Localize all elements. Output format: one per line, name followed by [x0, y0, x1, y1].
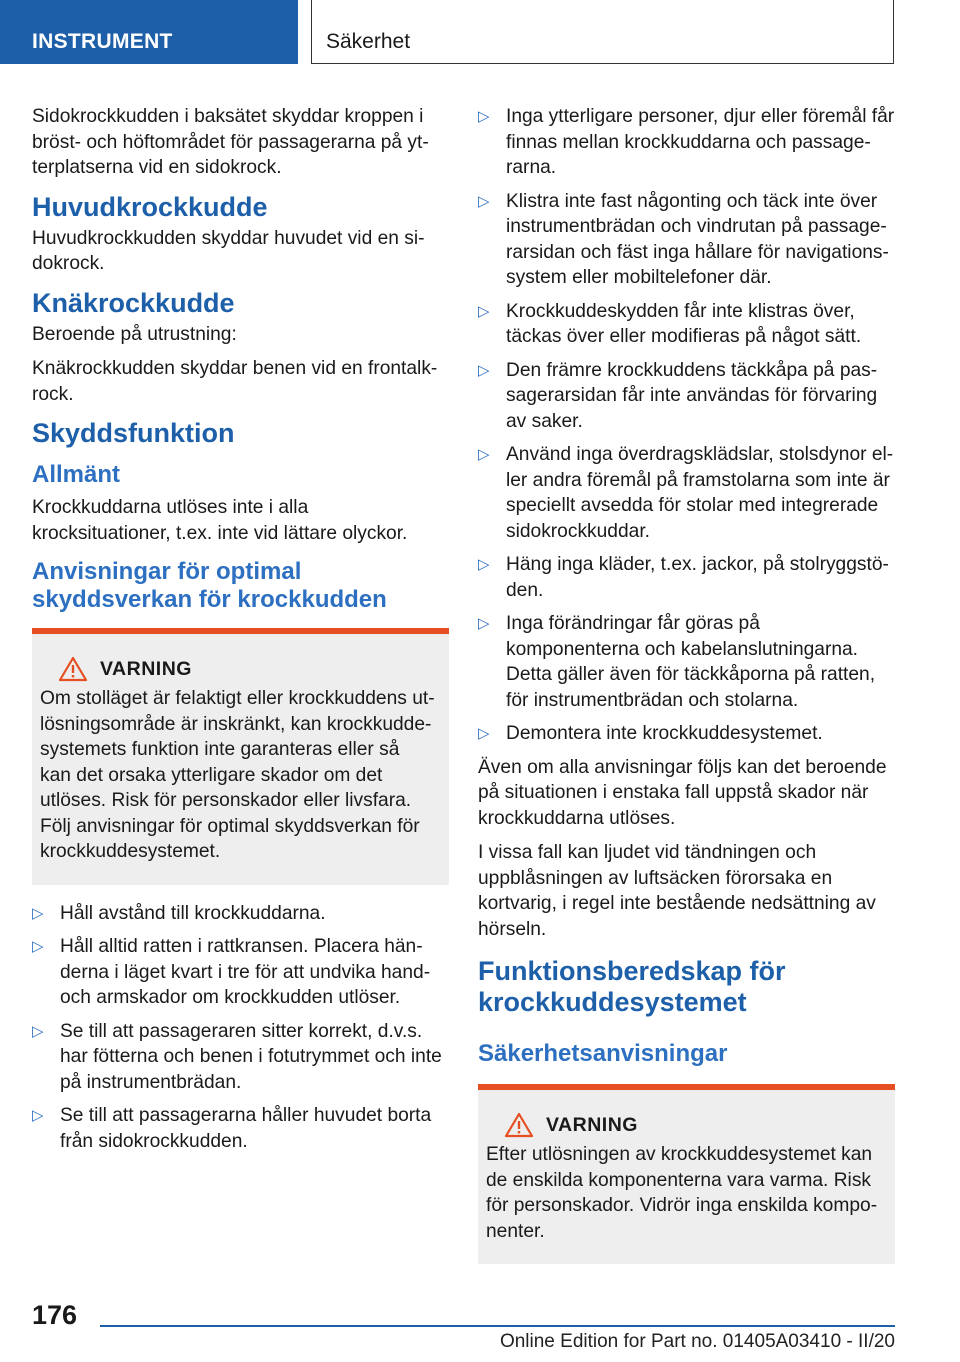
warning-box	[478, 1084, 895, 1264]
triangle-bullet-icon: ▷	[32, 938, 44, 955]
warning-triangle-icon	[504, 1112, 534, 1138]
heading-knee-airbag: Knäkrockkudde	[32, 287, 235, 318]
page-number: 176	[32, 1300, 78, 1330]
footer-edition: Online Edition for Part no. 01405A03410 - II/20	[499, 1331, 895, 1352]
list-item: ▷ Demontera inte krockkuddesystemet.	[478, 721, 895, 747]
triangle-bullet-icon: ▷	[478, 108, 490, 125]
warning-box	[32, 628, 449, 885]
list-item: ▷ Inga ytterligare personer, djur eller föremål får finnas mellan krockkuddarna och passagerarna.	[478, 106, 895, 178]
instruction-list-continued	[478, 104, 895, 747]
general-paragraph: Krockkuddarna utlöses inte i alla krocksituationer, t.ex. inte vid lättare olyckor.	[32, 497, 408, 544]
warning-header	[40, 656, 435, 682]
triangle-bullet-icon: ▷	[32, 1022, 44, 1040]
triangle-bullet-icon: ▷	[478, 556, 490, 573]
triangle-bullet-icon: ▷	[478, 615, 490, 632]
warning-header	[486, 1112, 881, 1138]
triangle-bullet-icon: ▷	[478, 361, 490, 379]
heading-readiness: Funktionsberedskap för krockkuddesystemet	[478, 956, 786, 1017]
heading-protection: Skyddsfunktion	[32, 418, 235, 448]
head-airbag-paragraph: Huvudkrockkudden skyddar huvudet vid en sidokrock.	[32, 227, 425, 274]
header-section-tab	[0, 0, 298, 64]
triangle-bullet-icon: ▷	[478, 446, 490, 463]
knee-equipment-paragraph: Beroende på utrustning:	[32, 323, 237, 345]
list-item: ▷ Krockkuddeskydden får inte klistras över, täckas över eller modifieras på något sätt.	[478, 300, 862, 347]
instruction-list	[32, 901, 449, 1155]
heading-safety: Säkerhetsanvisningar	[478, 1040, 728, 1067]
triangle-bullet-icon: ▷	[32, 1107, 44, 1124]
right-column	[478, 104, 895, 1280]
list-item: ▷ Håll avstånd till krockkuddarna.	[32, 901, 449, 927]
list-item: ▷ Klistra inte fast någonting och täck inte över instrumentbrädan och vindrutan på passagerarsidan och fäst inga hållare för navigationssystem eller mobiltelefoner där.	[478, 190, 889, 288]
triangle-bullet-icon: ▷	[478, 192, 490, 210]
left-column	[32, 104, 449, 1162]
header-chapter-tab	[311, 0, 894, 64]
even-if-paragraph: Även om alla anvisningar följs kan det beroende på situationen i enstaka fall uppstå skador när krockkuddarna utlöses.	[478, 756, 887, 829]
warning-label: VARNING	[546, 1113, 638, 1136]
warning-label: VARNING	[100, 657, 192, 680]
header-chapter-label: Säkerhet	[326, 30, 411, 53]
warning-text: Efter utlösningen av krockkuddesystemet kan de enskilda komponenterna vara varma. Risk för personskador. Vidrör inga enskilda komponenter.	[486, 1144, 878, 1242]
triangle-bullet-icon: ▷	[478, 725, 490, 742]
triangle-bullet-icon: ▷	[32, 904, 44, 922]
footer-divider	[100, 1325, 895, 1327]
heading-head-airbag: Huvudkrockkudde	[32, 191, 268, 222]
intro-paragraph: Sidokrockkudden i baksätet skyddar kroppen i bröst- och höftområdet för passagerarna på ytterplatserna vid en sidokrock.	[32, 106, 429, 178]
list-item: ▷ Håll alltid ratten i rattkransen. Placera händerna i läget kvart i tre för att undvika hand- och armskador om krockkudden utlöser.	[32, 936, 431, 1008]
knee-airbag-paragraph: Knäkrockkudden skyddar benen vid en frontalkrock.	[32, 358, 438, 405]
list-item: ▷ Den främre krockkuddens täckkåpa på passagerarsidan får inte användas för förvaring av saker.	[478, 359, 878, 432]
list-item: ▷ Se till att passagerarna håller huvudet borta från sidokrockkudden.	[32, 1105, 432, 1152]
list-item: ▷ Se till att passageraren sitter korrekt, d.v.s. har fötterna och benen i fotutrymmet och inte på instrumentbrädan.	[32, 1020, 442, 1093]
list-item: ▷ Inga förändringar får göras på komponenterna och kabelanslutningarna. Detta gäller även för täckkåporna på ratten, för instrumentbrädan och stolarna.	[478, 613, 876, 711]
heading-instructions: Anvisningar för optimal skyddsverkan för krockkudden	[32, 558, 387, 613]
header-section-label: INSTRUMENT	[32, 30, 173, 53]
heading-general: Allmänt	[32, 461, 121, 488]
list-item: ▷ Häng inga kläder, t.ex. jackor, på stolryggstöden.	[478, 554, 889, 601]
warning-text: Om stolläget är felaktigt eller krockkuddens utlösningsområde är inskränkt, kan krockkuddesystemets funktion inte garanteras eller så kan det orsaka ytterligare skador om det utlöses. Risk för personskador eller livsfara. Följ anvisningar för optimal skyddsverkan för krockkuddesystemet.	[40, 688, 435, 862]
noise-paragraph: I vissa fall kan ljudet vid tändningen och uppblåsningen av luftsäcken förorsaka en kortvarig, i regel inte bestående nedsättning av hörseln.	[478, 842, 876, 940]
triangle-bullet-icon: ▷	[478, 302, 490, 320]
warning-triangle-icon	[58, 656, 88, 682]
list-item: ▷ Använd inga överdragsklädslar, stolsdynor eller andra föremål på framstolarna som inte är speciellt avsedda för stolar med integrerade sidokrockkuddar.	[478, 444, 894, 542]
